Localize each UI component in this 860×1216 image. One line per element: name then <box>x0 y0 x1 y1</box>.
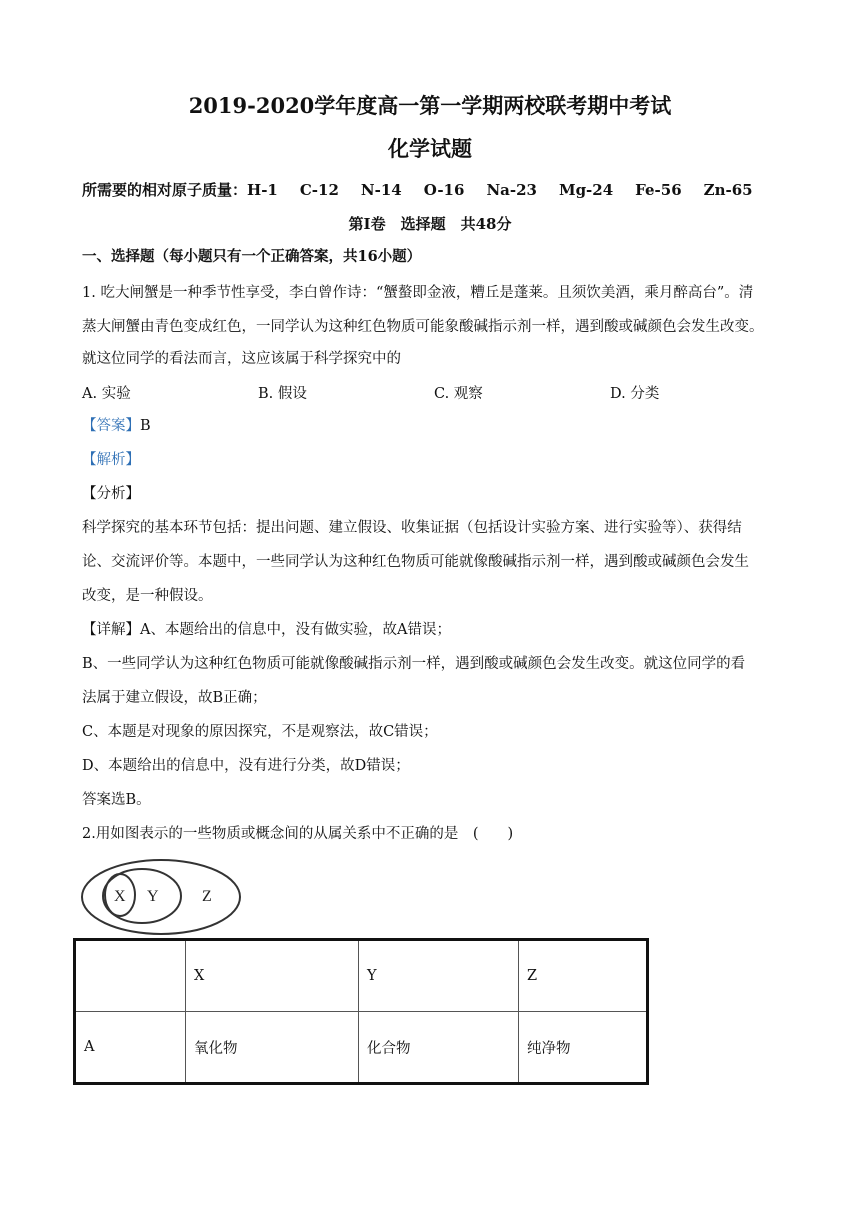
q1-option-b: B. 假设 <box>258 386 307 402</box>
q1-option-d: D. 分类 <box>610 386 660 402</box>
q1-answer <box>82 416 151 436</box>
answer-value: B <box>140 418 151 434</box>
mass-item: Mg-24 <box>558 181 614 199</box>
detail-line: D、本题给出的信息中，没有进行分类，故D错误； <box>82 758 410 774</box>
mass-item: O-16 <box>423 181 465 199</box>
table-row <box>75 1012 648 1084</box>
mass-item: C-12 <box>299 181 339 199</box>
atomic-masses <box>82 180 775 200</box>
q1-option-a: A. 实验 <box>82 386 131 402</box>
answer-tag: 【答案】 <box>82 418 140 434</box>
detail-line: 答案选B。 <box>82 792 151 808</box>
table-header-row <box>75 940 648 1012</box>
fenxi-tag: 【分析】 <box>82 486 140 502</box>
q1-line: 1. 吃大闸蟹是一种季节性享受，李白曾作诗：“蟹螯即金液，糟丘是蓬莱。且须饮美酒，乘月醉高台”。清 <box>82 285 754 301</box>
detail-line: B、一些同学认为这种红色物质可能就像酸碱指示剂一样，遇到酸或碱颜色会发生改变。就这位同学的看 <box>82 656 746 672</box>
q1-line: 就这位同学的看法而言，这应该属于科学探究中的 <box>82 351 401 367</box>
fenxi-line: 科学探究的基本环节包括：提出问题、建立假设、收集证据（包括设计实验方案、进行实验等）、获得结 <box>82 520 742 536</box>
q1-line: 蒸大闸蟹由青色变成红色，一同学认为这种红色物质可能象酸碱指示剂一样，遇到酸或碱颜色会发生改变。 <box>82 319 764 335</box>
detail-text: A、本题给出的信息中，没有做实验，故A错误； <box>140 622 451 638</box>
mass-item: N-14 <box>360 181 402 199</box>
atomic-masses-label: 所需要的相对原子质量： <box>82 181 248 199</box>
detail-line <box>82 620 451 640</box>
section-title: 第Ⅰ卷 选择题 共48分 <box>348 215 512 233</box>
venn-diagram <box>78 856 244 938</box>
fenxi-line: 改变，是一种假设。 <box>82 588 213 604</box>
table-cell: Z <box>519 940 648 1012</box>
label-x: X <box>114 888 126 905</box>
mass-item: Fe-56 <box>635 181 682 199</box>
exam-title: 2019-2020学年度高一第一学期两校联考期中考试 <box>188 93 672 118</box>
mass-item: Zn-65 <box>703 181 753 199</box>
part-heading: 一、选择题（每小题只有一个正确答案，共16小题） <box>82 248 422 265</box>
q2-table <box>73 938 649 1085</box>
table-cell <box>75 940 186 1012</box>
table-cell: 氧化物 <box>186 1012 359 1084</box>
analysis-tag: 【解析】 <box>82 452 140 468</box>
table-cell: A <box>75 1012 186 1084</box>
table-cell: 化合物 <box>359 1012 519 1084</box>
detail-line: 法属于建立假设，故B正确； <box>82 690 267 706</box>
q2-stem: 2.用如图表示的一些物质或概念间的从属关系中不正确的是 ( ) <box>82 826 514 842</box>
exam-subtitle: 化学试题 <box>388 136 472 161</box>
table-cell: 纯净物 <box>519 1012 648 1084</box>
fenxi-line: 论、交流评价等。本题中，一些同学认为这种红色物质可能就像酸碱指示剂一样，遇到酸或碱颜色会发生 <box>82 554 749 570</box>
table-cell: X <box>186 940 359 1012</box>
detail-line: C、本题是对现象的原因探究，不是观察法，故C错误； <box>82 724 438 740</box>
mass-item: Na-23 <box>486 181 537 199</box>
mass-item: H-1 <box>247 181 278 199</box>
label-y: Y <box>147 888 159 905</box>
q1-option-c: C. 观察 <box>434 386 483 402</box>
detail-tag: 【详解】 <box>82 622 140 638</box>
table-cell: Y <box>359 940 519 1012</box>
label-z: Z <box>202 888 212 905</box>
